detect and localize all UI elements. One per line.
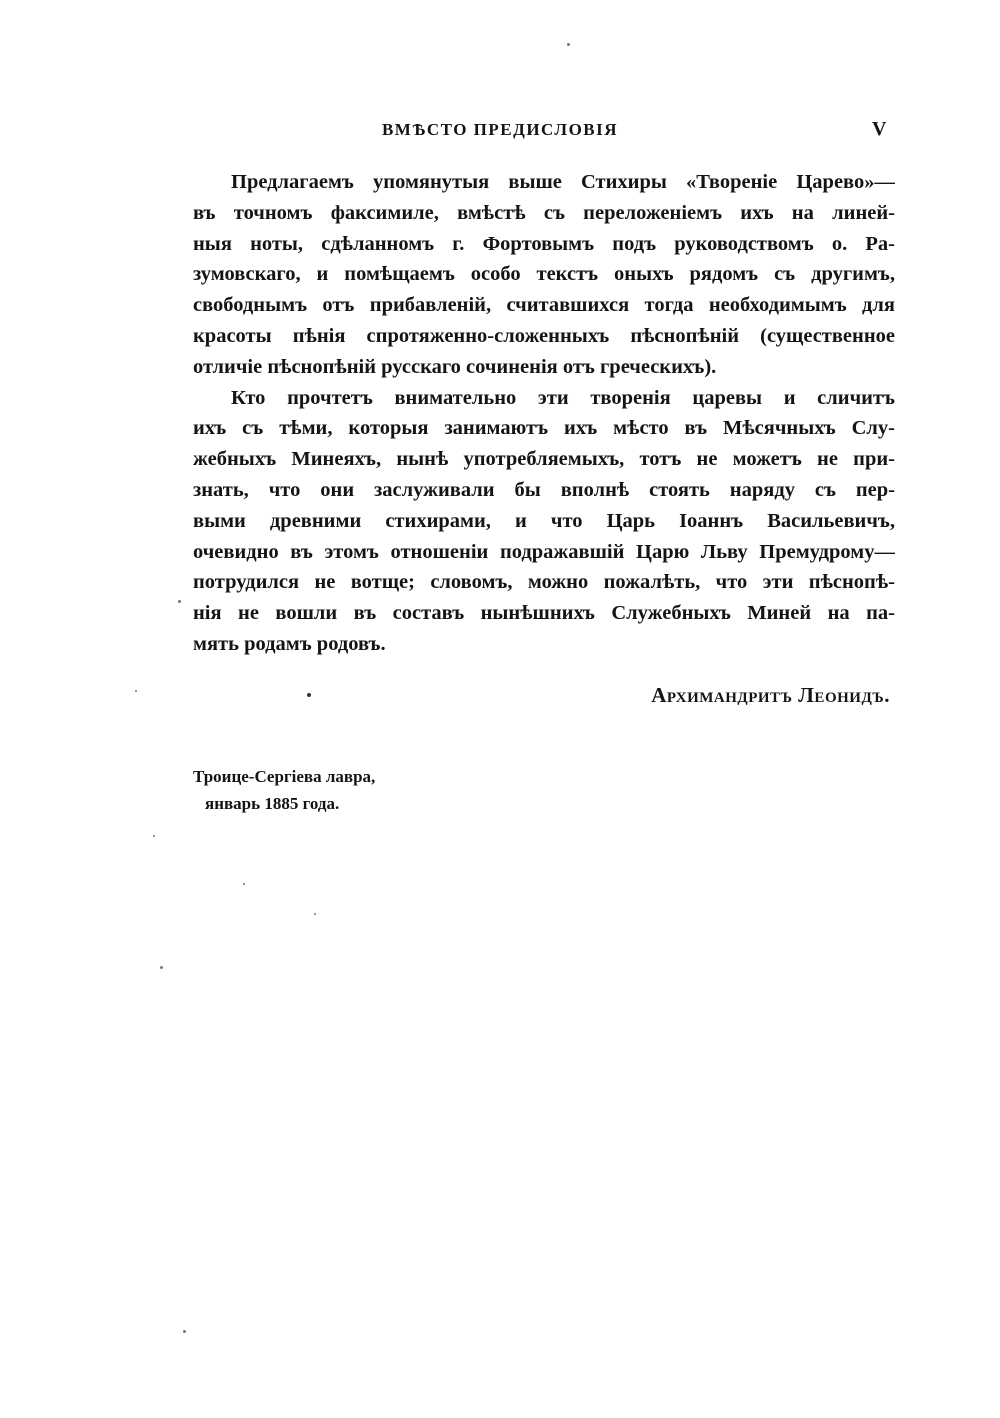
text-line: ныя ноты, сдѣланномъ г. Фортовымъ подъ руководствомъ о. Ра- [193,232,895,255]
text-line: свободнымъ отъ прибавленій, считавшихся тогда необходимымъ для [193,294,895,317]
scan-speck [153,835,155,837]
scan-speck [567,43,570,46]
date-line: январь 1885 года. [205,794,340,813]
scan-speck [314,913,316,915]
page-number: V [872,118,887,140]
body-text [193,167,895,660]
text-line: знать, что они заслуживали бы вполнѣ стоять наряду съ пер- [193,478,895,501]
text-line: ихъ съ тѣми, которыя занимаютъ ихъ мѣсто въ Мѣсячныхъ Слу- [193,417,895,440]
text-line: Предлагаемъ упомянутыя выше Стихиры «Твореніе Царево»— [231,171,895,193]
text-line: потрудился не вотще; словомъ, можно пожалѣть, что эти пѣснопѣ- [193,571,895,594]
text-line: очевидно въ этомъ отношеніи подражавшій Царю Льву Премудрому— [193,540,895,563]
text-line: зумовскаго, и помѣщаемъ особо текстъ оныхъ рядомъ съ другимъ, [193,263,895,286]
place-line: Троице-Сергіева лавра, [193,767,376,786]
place-and-date [193,763,493,817]
text-line: выми древними стихирами, и что Царь Іоаннъ Васильевичъ, [193,509,895,532]
paragraph-2 [193,383,895,660]
text-line: мять родамъ родовъ. [193,632,386,655]
scan-speck [135,690,137,692]
text-line: нія не вошли въ составъ нынѣшнихъ Служебныхъ Миней на па- [193,602,895,625]
scan-speck [307,693,311,697]
running-header-title: ВМѢСТО ПРЕДИСЛОВІЯ [381,120,619,139]
scan-speck [178,600,181,603]
text-line: въ точномъ факсимиле, вмѣстѣ съ переложеніемъ ихъ на линей- [193,201,895,224]
text-line: жебныхъ Минеяхъ, нынѣ употребляемыхъ, тотъ не можетъ не при- [193,448,895,471]
text-line: отличіе пѣснопѣній русскаго сочиненія отъ греческихъ). [193,355,717,378]
author-signature: Архимандритъ Леонидъ. [651,683,890,707]
scan-speck [160,966,163,969]
paragraph-1 [193,167,895,383]
scan-speck [243,883,245,885]
text-line: Кто прочтетъ внимательно эти творенія царевы и сличитъ [231,386,895,409]
scan-speck [183,1330,186,1333]
text-line: красоты пѣнія спротяженно-сложенныхъ пѣснопѣній (существенное [193,324,895,347]
